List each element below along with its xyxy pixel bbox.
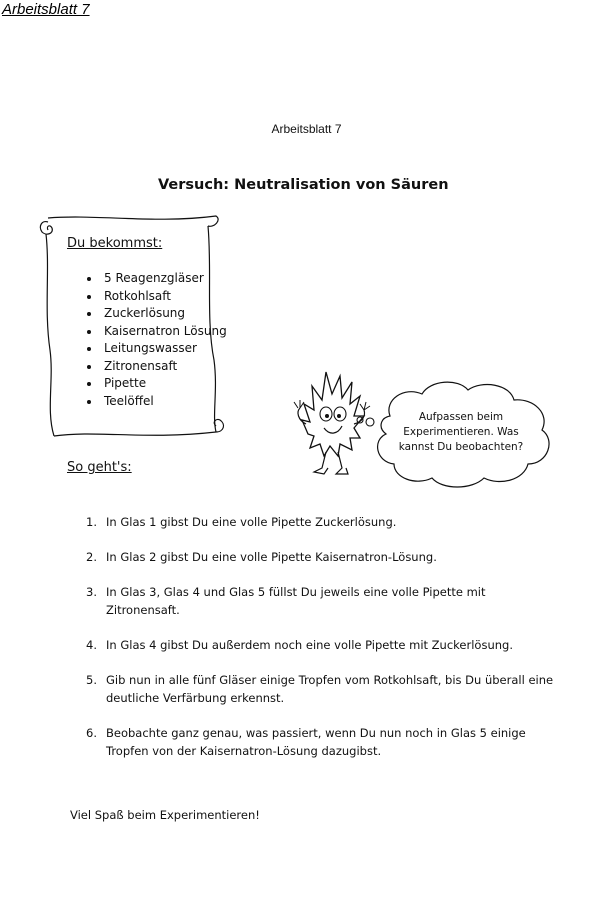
step-number: 5. — [86, 673, 97, 687]
list-item — [86, 671, 556, 707]
list-item — [86, 583, 556, 619]
list-item: Zuckerlösung — [84, 305, 227, 323]
corner-label: Arbeitsblatt 7 — [2, 1, 90, 18]
speech-bubble-text: Aufpassen beim Experimentieren. Was kannst Du beobachten? — [398, 411, 524, 453]
step-text: In Glas 2 gibst Du eine volle Pipette Kaisernatron-Lösung. — [106, 550, 437, 564]
list-item: Rotkohlsaft — [84, 288, 227, 306]
materials-heading: Du bekommst: — [67, 236, 163, 251]
list-item: 5 Reagenzgläser — [84, 270, 227, 288]
step-number: 2. — [86, 550, 97, 564]
steps-list — [86, 513, 556, 760]
list-item — [86, 636, 556, 654]
list-item: Zitronensaft — [84, 358, 227, 376]
list-item — [86, 724, 556, 760]
page-title: Versuch: Neutralisation von Säuren — [158, 177, 449, 193]
list-item: Teelöffel — [84, 393, 227, 411]
step-text: In Glas 3, Glas 4 und Glas 5 füllst Du jeweils eine volle Pipette mit Zitronensaft. — [106, 585, 486, 617]
step-text: Gib nun in alle fünf Gläser einige Tropfen vom Rotkohlsaft, bis Du überall eine deutliche Verfärbung erkennst. — [106, 673, 554, 705]
step-number: 1. — [86, 515, 97, 529]
materials-list — [84, 270, 227, 410]
step-number: 6. — [86, 726, 97, 740]
step-text: In Glas 1 gibst Du eine volle Pipette Zuckerlösung. — [106, 515, 397, 529]
step-number: 4. — [86, 638, 97, 652]
step-text: Beobachte ganz genau, was passiert, wenn Du nun noch in Glas 5 einige Tropfen von der Kaisernatron-Lösung dazugibst. — [106, 726, 526, 758]
sheet-title — [0, 122, 613, 136]
closing-text: Viel Spaß beim Experimentieren! — [70, 808, 260, 822]
list-item: Pipette — [84, 375, 227, 393]
sheet-title-text: Arbeitsblatt 7 — [271, 122, 342, 136]
list-item: Leitungswasser — [84, 340, 227, 358]
list-item: Kaisernatron Lösung — [84, 323, 227, 341]
step-number: 3. — [86, 585, 97, 599]
list-item — [86, 513, 556, 531]
list-item — [86, 548, 556, 566]
step-text: In Glas 4 gibst Du außerdem noch eine volle Pipette mit Zuckerlösung. — [106, 638, 513, 652]
steps-heading: So geht's: — [67, 460, 132, 475]
